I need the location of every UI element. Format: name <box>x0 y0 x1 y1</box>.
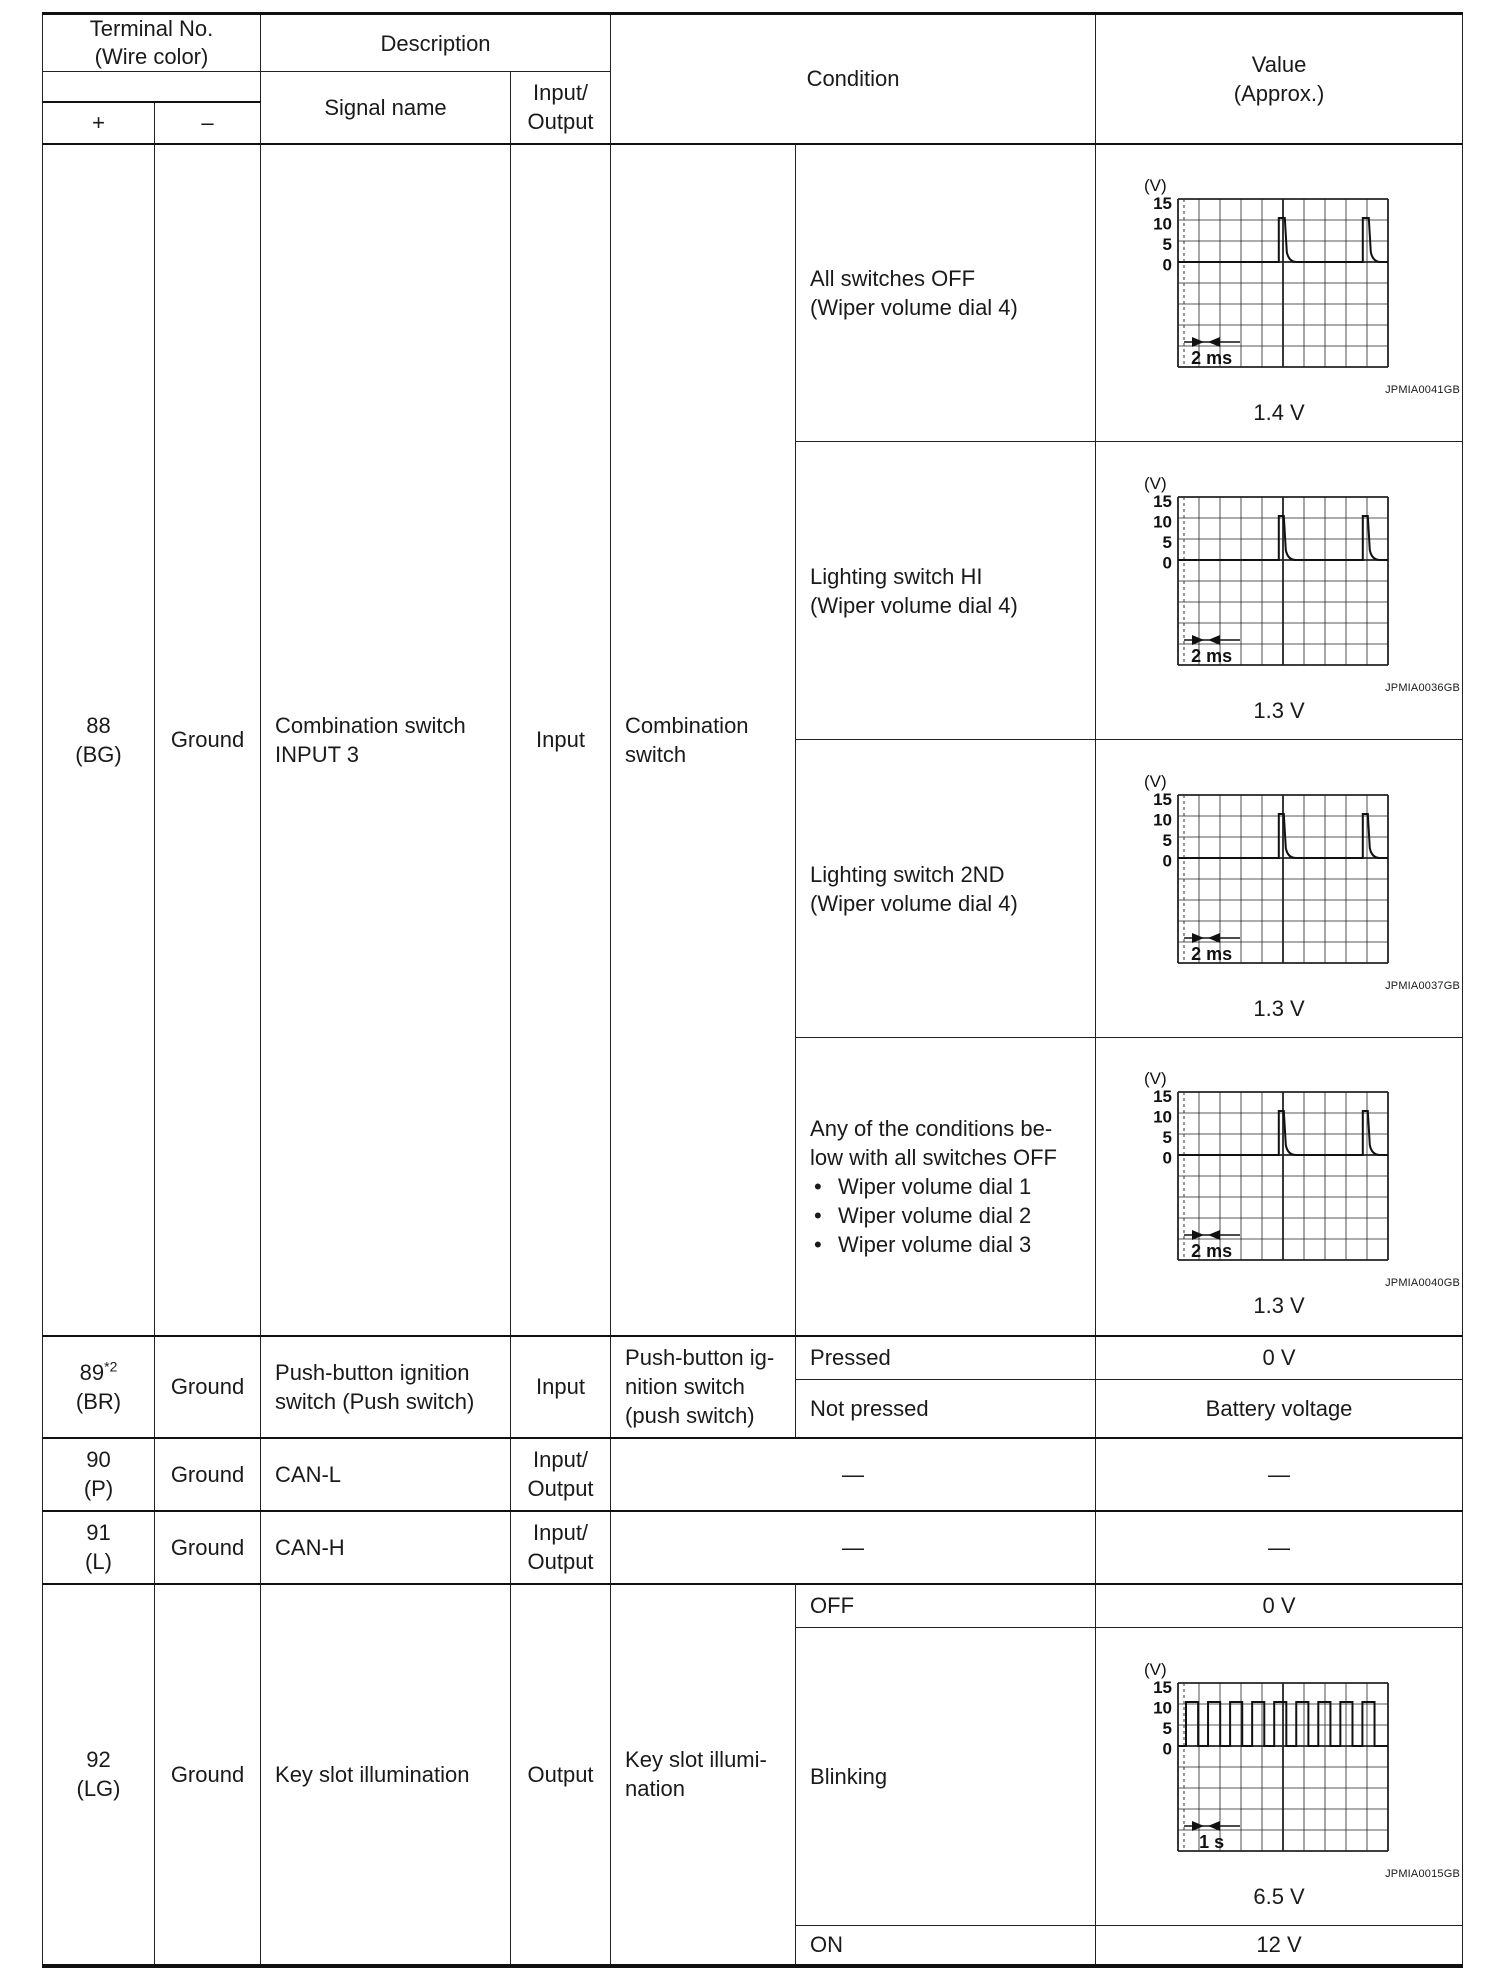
y-tick-label: 15 <box>1153 789 1173 809</box>
waveform-diagram <box>1136 459 1396 679</box>
value-text: 1.4 V <box>1253 399 1305 425</box>
plus-header: + <box>43 102 155 144</box>
value-off: 0 V <box>1096 1584 1463 1628</box>
value-text: 1.3 V <box>1253 995 1305 1021</box>
waveform-diagram <box>1136 1054 1396 1274</box>
ground-89: Ground <box>155 1336 261 1438</box>
figure-code: JPMIA0040GB <box>1385 1277 1461 1290</box>
y-tick-label: 0 <box>1162 1148 1173 1168</box>
signal-90: CAN-L <box>261 1438 511 1511</box>
ground-90: Ground <box>155 1438 261 1511</box>
subcondition-off: OFF <box>796 1584 1096 1628</box>
y-unit-label: (V) <box>1144 1069 1167 1089</box>
y-tick-label: 0 <box>1162 255 1173 275</box>
time-scale-label: 2 ms <box>1191 1241 1233 1262</box>
figure-code: JPMIA0041GB <box>1385 383 1461 396</box>
ground-88: Ground <box>155 144 261 1336</box>
description-header: Description <box>261 14 611 72</box>
y-tick-label: 5 <box>1162 830 1173 850</box>
y-tick-label: 15 <box>1153 1677 1173 1697</box>
time-arrow <box>1208 933 1220 943</box>
waveform-diagram <box>1136 161 1396 381</box>
y-tick-label: 5 <box>1162 1128 1173 1148</box>
value-text: 6.5 V <box>1253 1883 1305 1909</box>
bullet-item: • Wiper volume dial 2 <box>810 1201 1081 1230</box>
io-91: Input/ Output <box>511 1511 611 1584</box>
io-89: Input <box>511 1336 611 1438</box>
y-unit-label: (V) <box>1144 771 1167 791</box>
ground-92: Ground <box>155 1584 261 1966</box>
io-90: Input/ Output <box>511 1438 611 1511</box>
terminal-89: 89$^{*2}$ (BR) <box>43 1336 155 1438</box>
terminal-91: 91 (L) <box>43 1511 155 1584</box>
time-arrow <box>1208 1821 1220 1831</box>
value-header: Value (Approx.) <box>1096 14 1463 144</box>
condition-89: Push-button ig- nition switch (push switch) <box>611 1336 796 1438</box>
terminal-88: 88 (BG) <box>43 144 155 1336</box>
value-cell-88-2 <box>1096 442 1463 740</box>
subcondition-pressed: Pressed <box>796 1336 1096 1380</box>
terminal-92: 92 (LG) <box>43 1584 155 1966</box>
waveform-diagram <box>1136 1645 1396 1865</box>
signal-92: Key slot illumination <box>261 1584 511 1966</box>
subcondition-lighting-2nd: Lighting switch 2ND (Wiper volume dial 4) <box>796 740 1096 1038</box>
time-arrow <box>1192 1821 1204 1831</box>
condition-88: Combination switch <box>611 144 796 1336</box>
terminal-90: 90 (P) <box>43 1438 155 1511</box>
condition-90: — <box>611 1438 1096 1511</box>
signal-88: Combination switch INPUT 3 <box>261 144 511 1336</box>
subcondition-on: ON <box>796 1926 1096 1966</box>
y-tick-label: 0 <box>1162 1739 1173 1758</box>
y-tick-label: 15 <box>1153 193 1173 213</box>
figure-code: JPMIA0015GB <box>1385 1867 1461 1880</box>
subcondition-blinking: Blinking <box>796 1628 1096 1926</box>
ground-91: Ground <box>155 1511 261 1584</box>
y-unit-label: (V) <box>1144 175 1167 195</box>
y-tick-label: 15 <box>1153 491 1173 511</box>
figure-code: JPMIA0036GB <box>1385 681 1461 694</box>
y-tick-label: 0 <box>1162 851 1173 870</box>
io-92: Output <box>511 1584 611 1966</box>
time-scale-label: 2 ms <box>1191 645 1233 666</box>
io-header: Input/ Output <box>511 72 611 144</box>
time-scale-label: 2 ms <box>1191 943 1233 964</box>
value-text: 1.3 V <box>1253 697 1305 723</box>
y-tick-label: 0 <box>1162 553 1173 572</box>
waveform-diagram <box>1136 757 1396 977</box>
time-scale-label: 2 ms <box>1191 347 1233 368</box>
y-tick-label: 10 <box>1153 214 1173 234</box>
value-90: — <box>1096 1438 1463 1511</box>
value-on: 12 V <box>1096 1926 1463 1966</box>
condition-91: — <box>611 1511 1096 1584</box>
value-pressed: 0 V <box>1096 1336 1463 1380</box>
value-91: — <box>1096 1511 1463 1584</box>
terminal-no-header: Terminal No. (Wire color) <box>43 14 261 72</box>
signal-91: CAN-H <box>261 1511 511 1584</box>
bullet-item: • Wiper volume dial 1 <box>810 1172 1081 1201</box>
y-unit-label: (V) <box>1144 473 1167 493</box>
value-cell-92-blink <box>1096 1628 1463 1926</box>
time-arrow <box>1192 337 1204 347</box>
value-cell-88-3 <box>1096 740 1463 1038</box>
terminal-spec-table <box>42 12 1463 1968</box>
subcondition-not-pressed: Not pressed <box>796 1380 1096 1438</box>
subcondition-any: Any of the conditions be- low with all switches OFF • Wiper volume dial 1 • Wiper volume dial 2 • Wiper volume dial 3 <box>796 1038 1096 1336</box>
value-cell-88-4 <box>1096 1038 1463 1336</box>
time-arrow <box>1192 933 1204 943</box>
time-arrow <box>1208 1230 1220 1240</box>
y-tick-label: 10 <box>1153 512 1173 531</box>
y-tick-label: 5 <box>1162 234 1173 254</box>
y-tick-label: 5 <box>1162 532 1173 552</box>
y-unit-label: (V) <box>1144 1659 1167 1679</box>
y-tick-label: 5 <box>1162 1718 1173 1738</box>
y-tick-label: 10 <box>1153 1107 1173 1127</box>
condition-header: Condition <box>611 14 1096 144</box>
y-tick-label: 10 <box>1153 1698 1173 1717</box>
time-scale-label: 1 s <box>1199 1831 1225 1852</box>
value-cell-88-1 <box>1096 144 1463 442</box>
subcondition-lighting-hi: Lighting switch HI (Wiper volume dial 4) <box>796 442 1096 740</box>
time-arrow <box>1192 635 1204 645</box>
io-88: Input <box>511 144 611 1336</box>
y-tick-label: 15 <box>1153 1087 1173 1107</box>
value-text: 1.3 V <box>1253 1293 1305 1319</box>
subcondition-all-off: All switches OFF (Wiper volume dial 4) <box>796 144 1096 442</box>
signal-89: Push-button ignition switch (Push switch) <box>261 1336 511 1438</box>
value-not-pressed: Battery voltage <box>1096 1380 1463 1438</box>
signal-name-header: Signal name <box>261 72 511 144</box>
time-arrow <box>1208 337 1220 347</box>
time-arrow <box>1192 1230 1204 1240</box>
y-tick-label: 10 <box>1153 810 1173 829</box>
figure-code: JPMIA0037GB <box>1385 979 1461 992</box>
minus-header: – <box>155 102 261 144</box>
time-arrow <box>1208 635 1220 645</box>
bullet-item: • Wiper volume dial 3 <box>810 1230 1081 1259</box>
condition-92: Key slot illumi- nation <box>611 1584 796 1966</box>
